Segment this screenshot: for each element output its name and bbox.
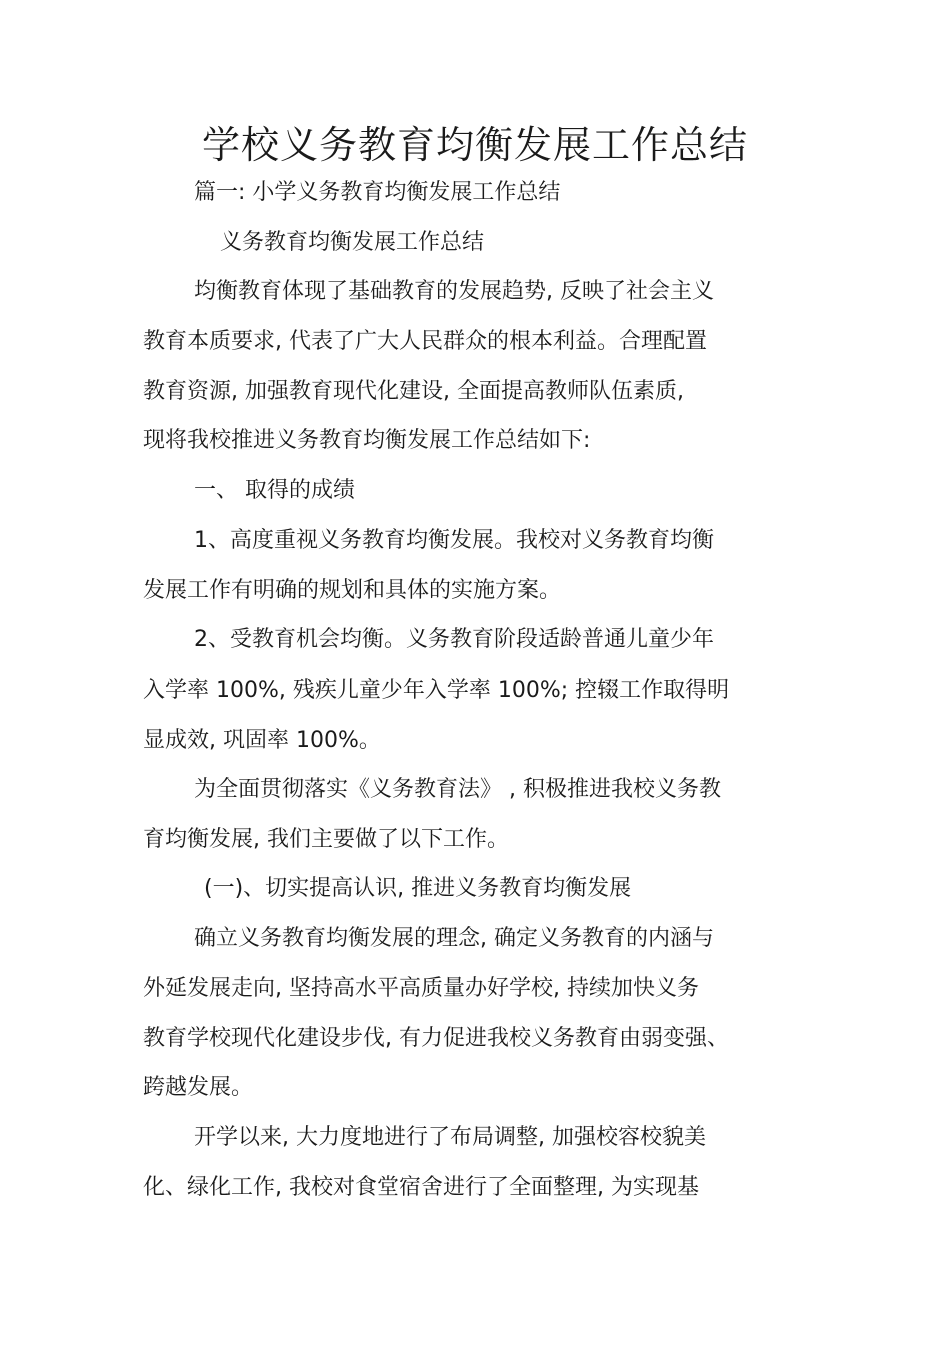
text-line: 教育资源, 加强教育现代化建设, 全面提高教师队伍素质, — [143, 379, 684, 404]
text-line: 外延发展走向, 坚持高水平高质量办好学校, 持续加快义务 — [143, 976, 699, 1001]
text-line: 跨越发展。 — [143, 1075, 254, 1100]
text-line: 均衡教育体现了基础教育的发展趋势, 反映了社会主义 — [194, 279, 714, 304]
text-line: 发展工作有明确的规划和具体的实施方案。 — [143, 578, 562, 603]
subtitle: 篇一: 小学义务教育均衡发展工作总结 — [194, 180, 561, 205]
text-line: 显成效, 巩固率 100%。 — [143, 728, 381, 753]
text-line: 现将我校推进义务教育均衡发展工作总结如下: — [143, 428, 591, 453]
text-line: 教育本质要求, 代表了广大人民群众的根本利益。合理配置 — [143, 329, 707, 354]
document-title: 学校义务教育均衡发展工作总结 — [201, 123, 748, 167]
section-heading: 义务教育均衡发展工作总结 — [220, 230, 485, 255]
text-line: 开学以来, 大力度地进行了布局调整, 加强校容校貌美 — [194, 1125, 706, 1150]
text-line: 2、受教育机会均衡。义务教育阶段适龄普通儿童少年 — [194, 627, 714, 652]
section-heading-achievements: 一、 取得的成绩 — [194, 478, 355, 503]
text-line: 确立义务教育均衡发展的理念, 确定义务教育的内涵与 — [194, 926, 714, 951]
text-line: 为全面贯彻落实《义务教育法》 , 积极推进我校义务教 — [194, 777, 721, 802]
text-line: 入学率 100%, 残疾儿童少年入学率 100%; 控辍工作取得明 — [143, 678, 730, 703]
subsection-heading: (一)、切实提高认识, 推进义务教育均衡发展 — [204, 876, 632, 901]
text-line: 化、绿化工作, 我校对食堂宿舍进行了全面整理, 为实现基 — [143, 1175, 699, 1200]
text-line: 1、高度重视义务教育均衡发展。我校对义务教育均衡 — [194, 528, 714, 553]
text-line: 教育学校现代化建设步伐, 有力促进我校义务教育由弱变强、 — [143, 1026, 729, 1051]
text-line: 育均衡发展, 我们主要做了以下工作。 — [143, 827, 509, 852]
